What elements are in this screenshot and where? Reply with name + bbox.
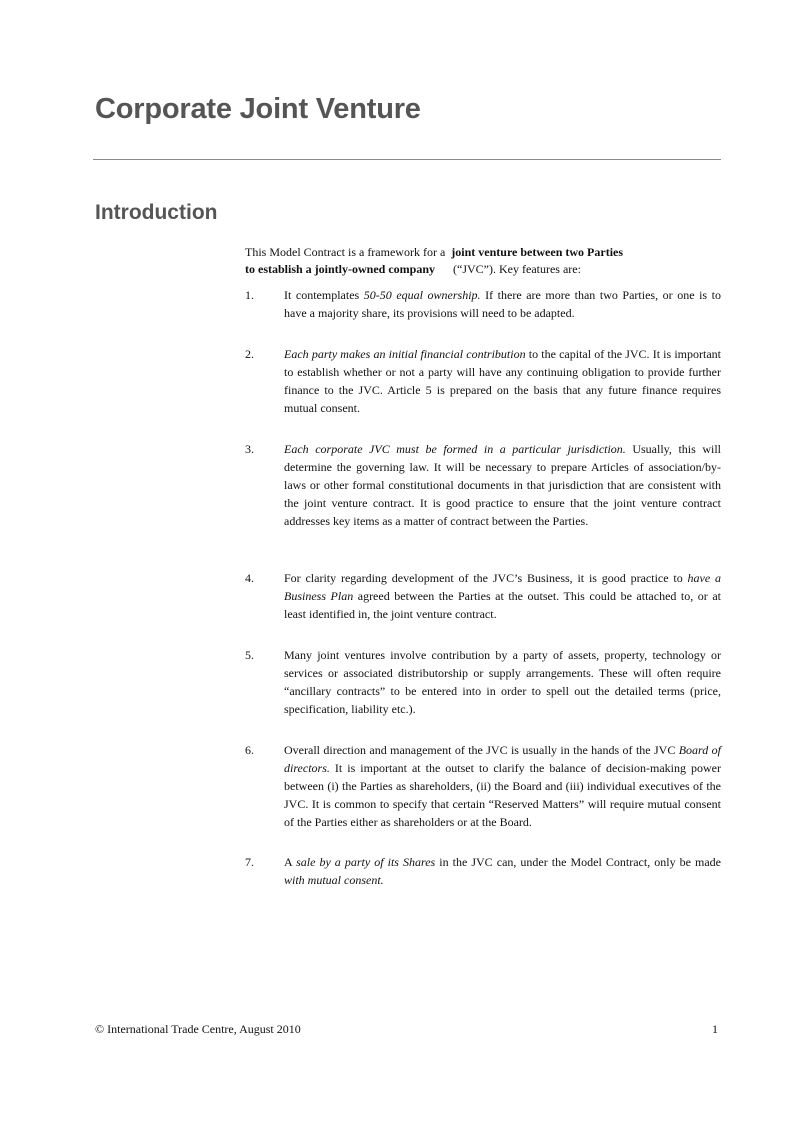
list-item-text: Many joint ventures involve contribution by a party of assets, property, technology or services or associated distributorship or supply arrangements. These will often require “ancillary contracts” to be entered into in order to spell out the detailed terms (price, specification, liability etc.).	[284, 648, 721, 716]
list-item-text: Each corporate JVC must be formed in a particular jurisdiction. Usually, this will determine the governing law. It will be necessary to prepare Articles of association/by-laws or other formal constitutional documents in that jurisdiction that are consistent with the joint venture contract. It is good practice to ensure that the joint venture contract addresses key items as a matter of contract between the Parties.	[284, 442, 721, 528]
list-item-number: 4.	[245, 571, 254, 585]
list-item-text: It contemplates 50-50 equal ownership. If there are more than two Parties, or one is to have a majority share, its provisions will need to be adapted.	[284, 288, 721, 320]
list-item-text: Each party makes an initial financial contribution to the capital of the JVC. It is important to establish whether or not a party will have any continuing obligation to provide further finance to the JVC. Article 5 is prepared on the basis that any future finance requires mutual consent.	[284, 347, 722, 415]
list-item	[245, 286, 721, 322]
page-number: 1	[712, 1022, 718, 1036]
list-item-text: For clarity regarding development of the JVC’s Business, it is good practice to have a Business Plan agreed between the Parties at the outset. This could be attached to, or at least identified in, the joint venture contract.	[284, 571, 721, 621]
list-item-number: 6.	[245, 743, 254, 757]
list-item	[245, 440, 721, 530]
intro-text-2: (“JVC”). Key features are:	[453, 262, 581, 276]
document-title: Corporate Joint Venture	[95, 93, 421, 125]
list-item-text: Overall direction and management of the JVC is usually in the hands of the JVC Board of directors. It is important at the outset to clarify the balance of decision-making power between (i) the Parties as shareholders, (ii) the Board and (iii) individual executives of the JVC. It is common to specify that certain “Reserved Matters” will require mutual consent of the Parties either as shareholders or at the Board.	[284, 743, 721, 829]
list-item-number: 3.	[245, 442, 254, 456]
list-item	[245, 569, 721, 623]
list-item	[245, 853, 721, 889]
title-divider	[93, 159, 721, 160]
intro-bold-1: joint venture between two Parties	[451, 245, 624, 259]
list-item-number: 2.	[245, 347, 254, 361]
section-heading-introduction: Introduction	[95, 201, 218, 224]
footer-copyright: © International Trade Centre, August 2010	[95, 1022, 301, 1036]
list-item	[245, 741, 721, 831]
list-item-number: 1.	[245, 288, 254, 302]
list-item	[245, 345, 721, 417]
list-item	[245, 646, 721, 718]
list-item-text: A sale by a party of its Shares in the JVC can, under the Model Contract, only be made with mutual consent.	[284, 855, 721, 887]
intro-text-1: This Model Contract is a framework for a	[245, 245, 446, 259]
intro-paragraph	[245, 244, 725, 278]
list-item-number: 7.	[245, 855, 254, 869]
list-item-number: 5.	[245, 648, 254, 662]
intro-bold-2: to establish a jointly-owned company	[245, 262, 436, 276]
